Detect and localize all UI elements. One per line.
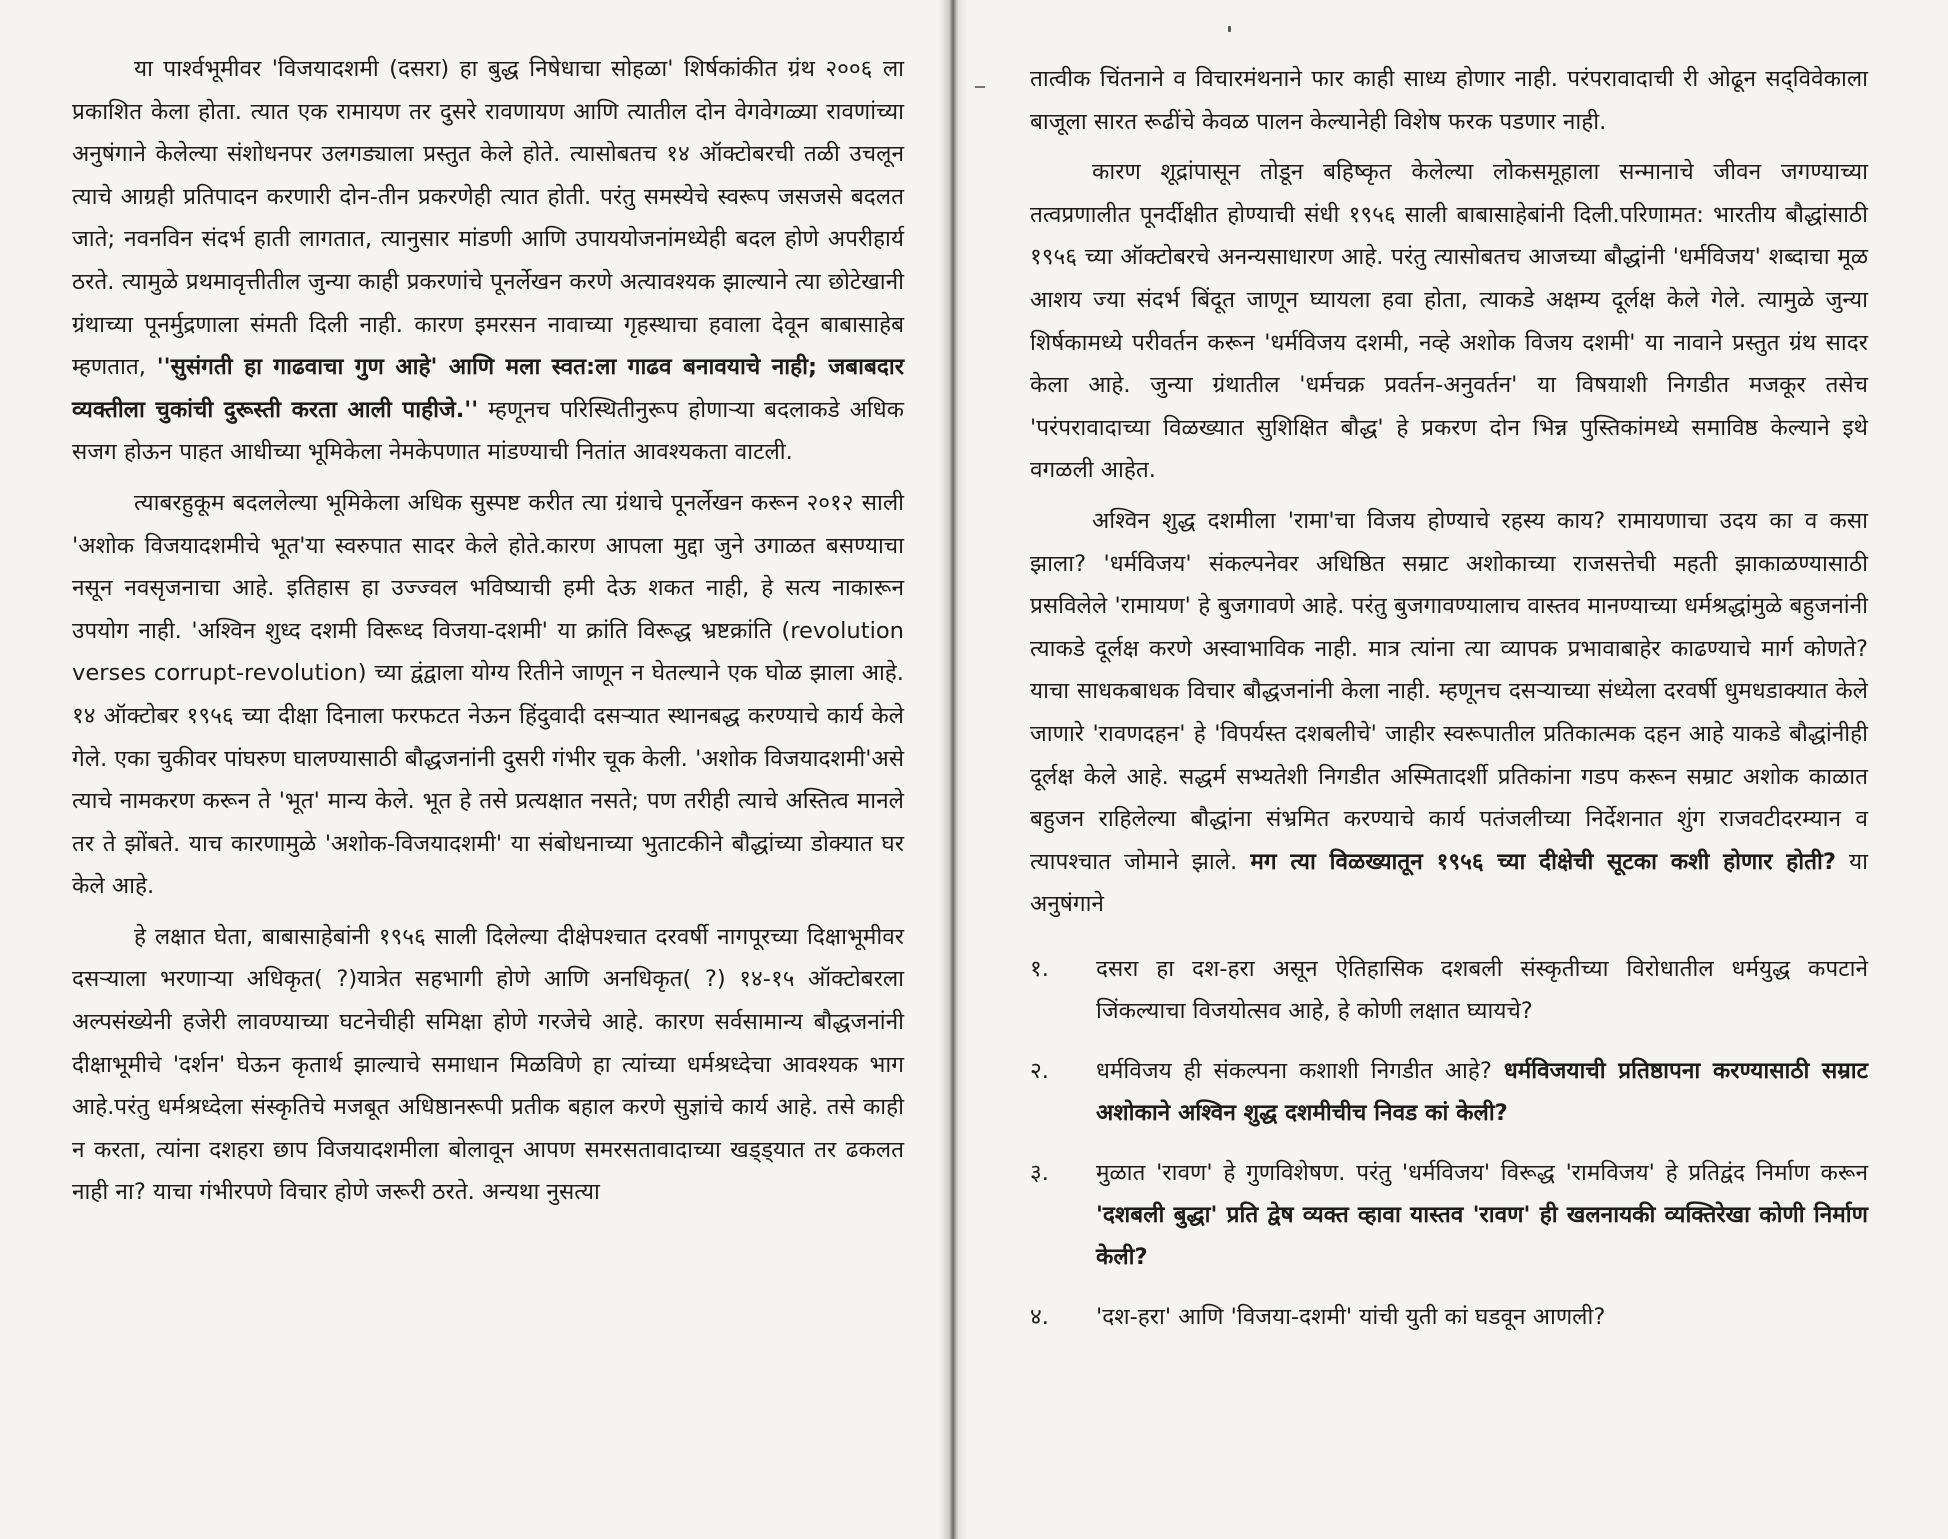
question-text: मुळात 'रावण' हे गुणविशेषण. परंतु 'धर्मविजय' विरूद्ध 'रामविजय' हे प्रतिद्वंद निर्माण करून (1096, 1159, 1868, 1186)
right-paragraph-1: तात्वीक चिंतनाने व विचारमंथनाने फार काही साध्य होणार नाही. परंपरावादाची री ओढून सद्‌विवेकाला बाजूला सारत रूढींचे केवळ पालन केल्यानेही विशेष फरक पडणार नाही. (1030, 66, 1868, 135)
question-list (1030, 948, 1868, 1338)
right-paragraph-2: कारण शूद्रांपासून तोडून बहिष्कृत केलेल्या लोकसमूहाला सन्मानाचे जीवन जगण्याच्या तत्वप्रणालीत पूनर्दीक्षीत होण्याची संधी १९५६ साली बाबासाहेबांनी दिली.परिणामत: भारतीय बौद्धांसाठी १९५६ च्या ऑक्टोबरचे अनन्यसाधारण आहे. परंतु त्यासोबतच आजच्या बौद्धांनी 'धर्मविजय' शब्दाचा मूळ आशय ज्या संदर्भ बिंदूत जाणून घ्यायला हवा होता, त्याकडे अक्षम्य दूर्लक्ष केले गेले. त्यामुळे जुन्या शिर्षकामध्ये परीवर्तन करून 'धर्मविजय दशमी, नव्हे अशोक विजय दशमी' या नावाने प्रस्तुत ग्रंथ सादर केला आहे. जुन्या ग्रंथातील 'धर्मचक्र प्रवर्तन-अनुवर्तन' या विषयाशी निगडीत मजकूर तसेच 'परंपरावादाच्या विळख्यात सुशिक्षित बौद्ध' हे प्रकरण दोन भिन्न पुस्तिकांमध्ये समाविष्ठ केल्याने इथे वगळली आहेत. (1030, 159, 1868, 484)
question-text: 'दश-हरा' आणि 'विजया-दशमी' यांची युती कां घडवून आणली? (1096, 1303, 1606, 1330)
question-number: ४. (1030, 1303, 1049, 1330)
question-text: धर्मविजय ही संकल्पना कशाशी निगडीत आहे? (1096, 1057, 1504, 1084)
question-text-bold: धर्मविजयाची प्रतिष्ठापना करण्यासाठी सम्राट अशोकाने अश्विन शुद्ध दशमीचीच निवड कां केली? (1096, 1057, 1868, 1126)
right-page (958, 0, 1948, 1539)
right-paragraph-3 (1030, 500, 1868, 926)
question-text: दसरा हा दश-हरा असून ऐतिहासिक दशबली संस्कृतीच्या विरोधातील धर्मयुद्ध कपटाने जिंकल्याचा विजयोत्सव आहे, हे कोणी लक्षात घ्यायचे? (1096, 955, 1868, 1024)
left-paragraph-1 (72, 48, 904, 474)
right-p3-text-a: अश्विन शुद्ध दशमीला 'रामा'चा विजय होण्याचे रहस्य काय? रामायणाचा उदय का व कसा झाला? 'धर्मविजय' संकल्पनेवर अधिष्ठित सम्राट अशोकाच्या राजसत्तेची महती झाकाळण्यासाठी प्रसविलेले 'रामायण' हे बुजगावणे आहे. परंतु बुजगावण्यालाच वास्तव मानण्याच्या धर्मश्रद्धांमुळे बहुजनांनी त्याकडे दूर्लक्ष करणे अस्वाभाविक नाही. मात्र त्यांना त्या व्यापक प्रभावाबाहेर काढण्याचे मार्ग कोणते? याचा साधकबाधक विचार बौद्धजनांनी केला नाही. म्हणूनच दसऱ्याच्या संध्येला दरवर्षी धुमधडाक्यात केले जाणारे 'रावणदहन' हे 'विपर्यस्त दशबलीचे' जाहीर स्वरूपातील प्रतिकात्मक दहन आहे याकडे बौद्धांनीही दूर्लक्ष केले आहे. सद्धर्म सभ्यतेशी निगडीत अस्मितादर्शी प्रतिकांना गडप करून सम्राट अशोक काळात बहुजन राहिलेल्या बौद्धांना संभ्रमित करण्याचे कार्य पतंजलीच्या निर्देशनात शुंग राजवटीदरम्यान व त्यापश्चात जोमाने झाले. (1030, 507, 1868, 875)
print-speck (975, 86, 985, 88)
left-page (0, 0, 950, 1539)
print-speck (1228, 26, 1231, 32)
left-p1-quote-bold: ''सुसंगती हा गाढवाचा गुण आहे' आणि मला स्वत:ला गाढव बनावयाचे नाही; जबाबदार व्यक्तीला चुकांची दुरूस्ती करता आली पाहीजे.'' (72, 354, 904, 423)
question-item (1030, 948, 1868, 1032)
left-p1-text-a: या पार्श्वभूमीवर 'विजयादशमी (दसरा) हा बुद्ध निषेधाचा सोहळा' शिर्षकांकीत ग्रंथ २००६ ला प्रकाशित केला होता. त्यात एक रामायण तर दुसरे रावणायण आणि त्यातील दोन वेगवेगळ्या रावणांच्या अनुषंगाने केलेल्या संशोधनपर उलगड्याला प्रस्तुत केले होते. त्यासोबतच १४ ऑक्टोबरची तळी उचलून त्याचे आग्रही प्रतिपादन करणारी दोन-तीन प्रकरणेही त्यात होती. परंतु समस्येचे स्वरूप जसजसे बदलत जाते; नवनविन संदर्भ हाती लागतात, त्यानुसार मांडणी आणि उपाययोजनांमध्येही बदल होणे अपरीहार्य ठरते. त्यामुळे प्रथमावृत्तीतील जुन्या काही प्रकरणांचे पूनर्लेखन करणे अत्यावश्यक झाल्याने त्या छोटेखानी ग्रंथाच्या पूनर्मुद्रणाला संमती दिली नाही. कारण इमरसन नावाच्या गृहस्थाचा हवाला देवून बाबासाहेब म्हणतात, (72, 56, 904, 381)
question-item (1030, 1050, 1868, 1134)
question-number: १. (1030, 955, 1049, 982)
question-item (1030, 1152, 1868, 1278)
question-text-bold: 'दशबली बुद्धा' प्रति द्वेष व्यक्त व्हावा यास्तव 'रावण' ही खलनायकी व्यक्तिरेखा कोणी निर्माण केली? (1096, 1201, 1868, 1270)
left-p1-text-c: म्हणूनच परिस्थितीनुरूप होणाऱ्या बदलाकडे अधिक सजग होऊन पाहत आधीच्या भूमिकेला नेमकेपणात मांडण्याची नितांत आवश्यकता वाटली. (72, 396, 904, 466)
question-number: ३. (1030, 1159, 1049, 1186)
left-paragraph-2: त्याबरहुकूम बदललेल्या भूमिकेला अधिक सुस्पष्ट करीत त्या ग्रंथाचे पूनर्लेखन करून २०१२ साली 'अशोक विजयादशमीचे भूत'या स्वरुपात सादर केले होते.कारण आपला मुद्दा जुने उगाळत बसण्याचा नसून नवसृजनाचा आहे. इतिहास हा उज्ज्वल भविष्याची हमी देऊ शकत नाही, हे सत्य नाकारून उपयोग नाही. 'अश्विन शुध्द दशमी विरूध्द विजया-दशमी' या क्रांति विरूद्ध भ्रष्टक्रांति (revolution verses corrupt-revolution) च्या द्वंद्वाला योग्य रितीने जाणून न घेतल्याने एक घोळ झाला आहे. १४ ऑक्टोबर १९५६ च्या दीक्षा दिनाला फरफटत नेऊन हिंदुवादी दसऱ्यात स्थानबद्ध करण्याचे कार्य केले गेले. एका चुकीवर पांघरुण घालण्यासाठी बौद्धजनांनी दुसरी गंभीर चूक केली. 'अशोक विजयादशमी'असे त्याचे नामकरण करून ते 'भूत' मान्य केले. भूत हे तसे प्रत्यक्षात नसते; पण तरीही त्याचे अस्तित्व मानले तर ते झोंबते. याच कारणामुळे 'अशोक-विजयादशमी' या संबोधनाच्या भुताटकीने बौद्धांच्या डोक्यात घर केले आहे. (72, 489, 904, 900)
left-paragraph-3: हे लक्षात घेता, बाबासाहेबांनी १९५६ साली दिलेल्या दीक्षेपश्चात दरवर्षी नागपूरच्या दिक्षाभूमीवर दसऱ्याला भरणाऱ्या अधिकृत( ?)यात्रेत सहभागी होणे आणि अनधिकृत( ?) १४-१५ ऑक्टोबरला अल्पसंख्येनी हजेरी लावण्याच्या घटनेचीही समिक्षा होणे गरजेचे आहे. कारण सर्वसामान्य बौद्धजनांनी दीक्षाभूमीचे 'दर्शन' घेऊन कृतार्थ झाल्याचे समाधान मिळविणे हा त्यांच्या धर्मश्रध्देचा आवश्यक भाग आहे.परंतु धर्मश्रध्देला संस्कृतिचे मजबूत अधिष्ठानरूपी प्रतीक बहाल करणे सुज्ञांचे कार्य आहे. तसे काही न करता, त्यांना दशहरा छाप विजयादशमीला बोलावून आपण समरसतावादाच्या खड्ड्यात तर ढकलत नाही ना? याचा गंभीरपणे विचार होणे जरूरी ठरते. अन्यथा नुसत्या (72, 923, 904, 1206)
question-item (1030, 1296, 1868, 1338)
question-number: २. (1030, 1057, 1049, 1084)
right-p3-question-bold: मग त्या विळख्यातून १९५६ च्या दीक्षेची सूटका कशी होणार होती? (1250, 848, 1836, 875)
right-p3-text-c: या अनुषंगाने (1030, 848, 1869, 918)
